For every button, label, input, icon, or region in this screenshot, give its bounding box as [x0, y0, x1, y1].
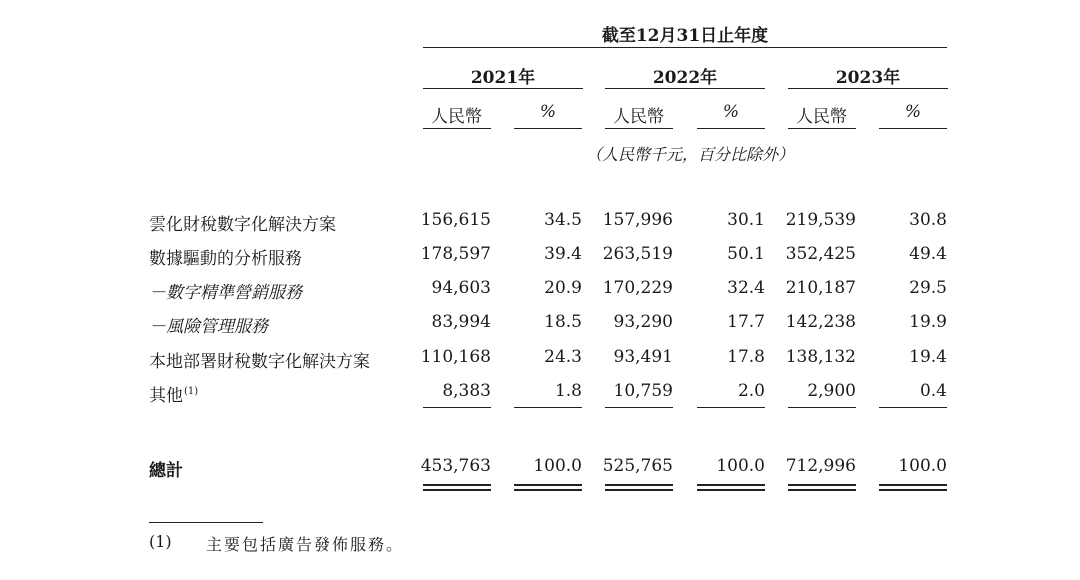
table-cell: 352,425: [785, 244, 856, 264]
total-double-rule: [697, 484, 765, 486]
table-cell: 29.5: [909, 278, 947, 298]
subtotal-rule: [788, 407, 856, 408]
table-cell: 0.4: [919, 381, 947, 401]
table-cell: 93,491: [613, 347, 673, 367]
currency-header: 人民幣: [796, 107, 847, 127]
year-header-2023: 2023年: [835, 68, 901, 88]
year-header-2021: 2021年: [470, 68, 536, 88]
row-label: 數據驅動的分析服務: [149, 249, 302, 269]
table-cell: 10,759: [613, 381, 673, 401]
table-cell: 49.4: [909, 244, 947, 264]
header-rule: [423, 47, 947, 48]
table-cell: 17.7: [727, 312, 765, 332]
footnote-separator: [149, 522, 263, 523]
total-double-rule: [788, 484, 856, 486]
row-label: －數字精準營銷服務: [149, 283, 302, 303]
table-cell: 32.4: [727, 278, 765, 298]
table-cell: 138,132: [785, 347, 856, 367]
table-cell: 34.5: [544, 210, 582, 230]
table-cell: 157,996: [602, 210, 673, 230]
table-cell: 2.0: [737, 381, 765, 401]
table-cell: 24.3: [544, 347, 582, 367]
table-cell: 39.4: [544, 244, 582, 264]
currency-header: 人民幣: [613, 107, 664, 127]
total-cell: 100.0: [898, 456, 947, 476]
total-label: 總計: [149, 461, 183, 481]
total-cell: 100.0: [533, 456, 582, 476]
table-cell: 18.5: [544, 312, 582, 332]
subtotal-rule: [697, 407, 765, 408]
subtotal-rule: [605, 407, 673, 408]
footnote-text: 主要包括廣告發佈服務。: [206, 535, 405, 554]
unit-note: （人民幣千元，百分比除外）: [585, 145, 794, 164]
subtotal-rule: [879, 407, 947, 408]
table-cell: 17.8: [727, 347, 765, 367]
table-cell: 8,383: [442, 381, 491, 401]
row-label: 其他: [149, 386, 183, 406]
year-rule: [605, 88, 765, 89]
table-cell: 219,539: [785, 210, 856, 230]
table-cell: 170,229: [602, 278, 673, 298]
table-cell: 50.1: [727, 244, 765, 264]
row-label-other: [149, 381, 198, 406]
percent-header: %: [722, 102, 740, 122]
table-cell: 110,168: [420, 347, 491, 367]
table-cell: 2,900: [807, 381, 856, 401]
table-cell: 19.4: [909, 347, 947, 367]
table-cell: 30.8: [909, 210, 947, 230]
year-rule: [423, 88, 583, 89]
year-rule: [788, 88, 948, 89]
row-label: 本地部署財稅數字化解決方案: [149, 352, 370, 372]
table-cell: 178,597: [420, 244, 491, 264]
table-cell: 210,187: [785, 278, 856, 298]
currency-header: 人民幣: [431, 107, 482, 127]
row-label: －風險管理服務: [149, 317, 268, 337]
table-cell: 156,615: [420, 210, 491, 230]
subtotal-rule: [423, 407, 491, 408]
percent-header: %: [539, 102, 557, 122]
total-double-rule: [605, 484, 673, 486]
subtotal-rule: [514, 407, 582, 408]
table-cell: 83,994: [431, 312, 491, 332]
total-double-rule: [423, 484, 491, 486]
total-cell: 525,765: [602, 456, 673, 476]
row-label: 雲化財稅數字化解決方案: [149, 215, 336, 235]
total-double-rule: [879, 484, 947, 486]
total-double-rule: [514, 484, 582, 486]
total-cell: 453,763: [420, 456, 491, 476]
table-cell: 30.1: [727, 210, 765, 230]
percent-header: %: [904, 102, 922, 122]
period-title: 截至12月31日止年度: [601, 26, 769, 46]
table-cell: 1.8: [554, 381, 582, 401]
table-cell: 19.9: [909, 312, 947, 332]
table-cell: 142,238: [785, 312, 856, 332]
footnote-ref: (1): [184, 386, 199, 398]
year-header-2022: 2022年: [652, 68, 718, 88]
table-cell: 20.9: [544, 278, 582, 298]
table-cell: 263,519: [602, 244, 673, 264]
total-cell: 712,996: [785, 456, 856, 476]
table-cell: 93,290: [613, 312, 673, 332]
total-cell: 100.0: [716, 456, 765, 476]
table-cell: 94,603: [431, 278, 491, 298]
footnote-marker: (1): [149, 532, 172, 551]
